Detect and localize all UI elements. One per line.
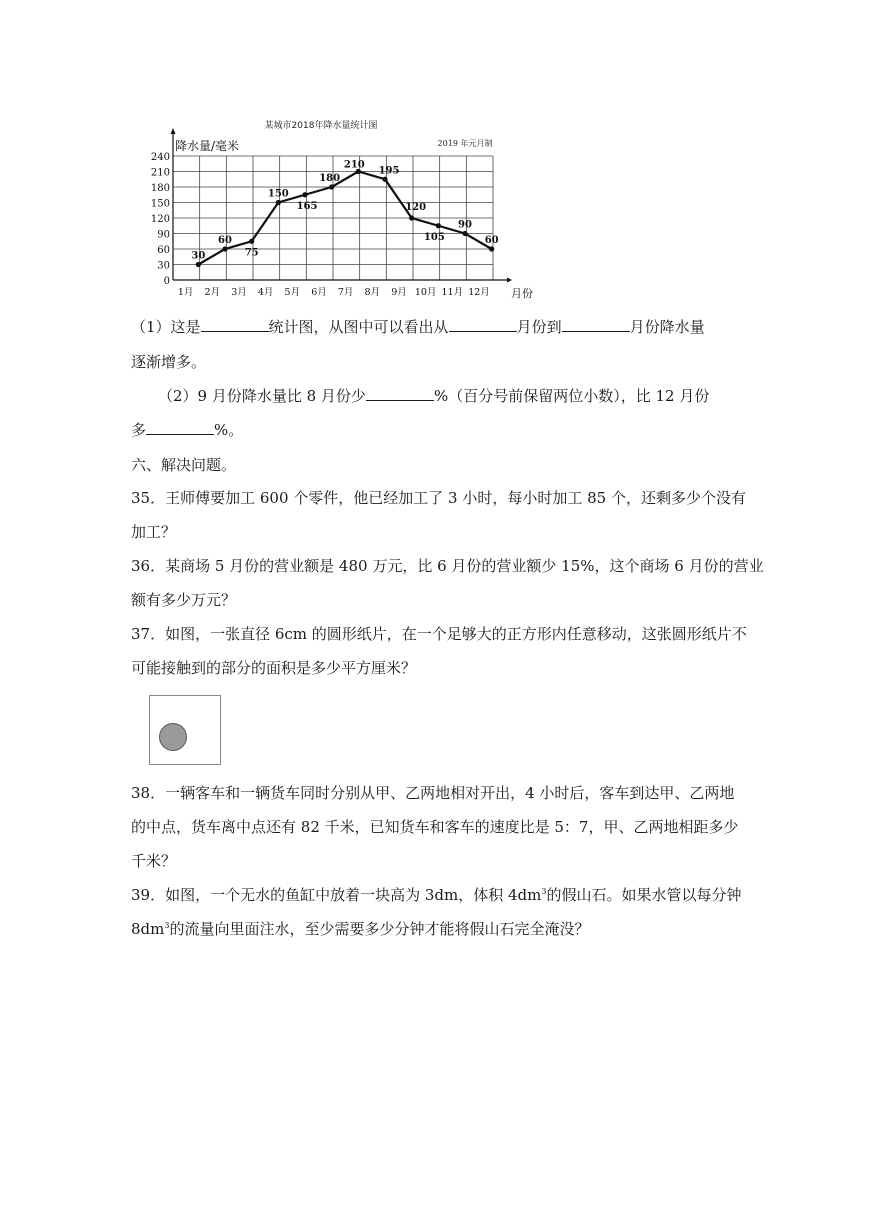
rainfall-line-chart [145, 112, 535, 307]
q2-text-b: %（百分号前保留两位小数），比 12 月份 [433, 387, 710, 405]
data-point [436, 223, 441, 228]
data-point [409, 215, 414, 220]
q38-line-2: 的中点，货车离中点还有 82 千米，已知货车和客车的速度比是 5：7，甲、乙两地相距多少 [131, 818, 739, 836]
data-point [489, 246, 494, 251]
y-tick-label: 90 [157, 229, 170, 241]
x-axis-label: 月份 [511, 287, 533, 300]
q2-text-c: 多 [131, 421, 147, 439]
q1-text-c: 月份到 [516, 318, 562, 336]
data-label: 210 [343, 159, 365, 171]
q38-line-3: 千米？ [131, 852, 177, 870]
q39-sup-2: 3 [164, 921, 170, 930]
x-tick-label: 11月 [441, 287, 464, 298]
data-label: 195 [378, 165, 400, 177]
y-tick-label: 120 [150, 214, 170, 225]
y-tick-label: 30 [157, 260, 170, 272]
circle-paper-figure [159, 723, 187, 751]
x-tick-label: 5月 [284, 287, 301, 298]
data-label: 30 [191, 250, 206, 262]
y-tick-label: 180 [150, 183, 170, 194]
q1-text-e: 逐渐增多。 [131, 353, 207, 371]
q39-text-1b: 的假山石。如果水管以每分钟 [546, 886, 742, 904]
y-tick-label: 60 [157, 245, 170, 256]
q1-text-d: 月份降水量 [629, 318, 705, 336]
q37-line-2: 可能接触到的部分的面积是多少平方厘米？ [131, 659, 417, 677]
x-tick-label: 10月 [414, 287, 437, 298]
y-tick-label: 0 [163, 276, 170, 287]
q39-text-1a: 39．如图，一个无水的鱼缸中放着一块高为 3dm，体积 4dm [131, 886, 542, 904]
q2-blank-percent-more[interactable] [146, 420, 214, 435]
data-point [276, 200, 281, 205]
y-axis-arrow [171, 128, 176, 134]
data-point [222, 246, 227, 251]
x-tick-label: 1月 [177, 287, 194, 298]
data-label: 180 [319, 173, 341, 184]
q39-text-2b: 的流量向里面注水，至少需要多少分钟才能将假山石完全淹没？ [169, 920, 590, 938]
data-point [249, 239, 254, 244]
data-label: 60 [218, 235, 232, 246]
q1-blank-type[interactable] [201, 317, 269, 332]
x-tick-label: 7月 [337, 287, 354, 298]
chart-svg [145, 112, 535, 307]
q39-text-2a: 8dm [131, 920, 165, 938]
data-point [196, 262, 201, 267]
q2-blank-percent-less[interactable] [366, 386, 434, 401]
question-1-line-1 [131, 317, 705, 337]
x-tick-label: 6月 [311, 287, 327, 298]
q2-text-a: （2）9 月份降水量比 8 月份少 [158, 387, 366, 405]
data-label: 120 [405, 202, 427, 213]
q1-text-b: 统计图，从图中可以看出从 [268, 318, 449, 336]
q35-line-2: 加工？ [131, 523, 177, 541]
data-label: 90 [458, 219, 472, 231]
data-point [382, 177, 387, 182]
data-label: 105 [423, 231, 445, 243]
q2-text-d: %。 [214, 421, 244, 439]
question-1-line-2 [131, 352, 206, 372]
q39-line-2 [131, 919, 589, 939]
data-point [302, 192, 307, 197]
question-2-line-2 [131, 420, 243, 440]
square-figure [149, 695, 221, 765]
y-tick-label: 210 [150, 167, 170, 179]
q39-sup-1: 3 [541, 887, 547, 896]
data-point [462, 231, 467, 236]
q39-line-1 [131, 885, 741, 905]
y-axis-label: 降水量/毫米 [175, 139, 240, 153]
data-point [329, 184, 334, 189]
q1-blank-start-month[interactable] [449, 317, 517, 332]
q37-line-1: 37．如图，一张直径 6cm 的圆形纸片，在一个足够大的正方形内任意移动，这张圆形纸片不 [131, 625, 747, 643]
data-label: 150 [267, 188, 289, 200]
q36-line-1: 36．某商场 5 月份的营业额是 480 万元，比 6 月份的营业额少 15%，这个商场 6 月份的营业 [131, 557, 764, 575]
data-label: 75 [244, 247, 259, 259]
y-tick-label: 150 [150, 198, 170, 210]
x-tick-label: 4月 [257, 287, 274, 298]
y-tick-label: 240 [150, 152, 170, 163]
section-6-heading: 六、解决问题。 [131, 456, 237, 474]
data-label: 165 [296, 200, 318, 212]
x-axis-arrow [507, 278, 512, 283]
question-2-line-1 [158, 386, 709, 406]
chart-title: 某城市2018年降水量统计图 [264, 121, 378, 131]
chart-note: 2019 年元月制 [437, 139, 493, 148]
x-tick-label: 8月 [364, 287, 381, 298]
q36-line-2: 额有多少万元？ [131, 591, 237, 609]
x-tick-label: 2月 [204, 287, 221, 298]
q38-line-1: 38．一辆客车和一辆货车同时分别从甲、乙两地相对开出，4 小时后，客车到达甲、乙两地 [131, 784, 735, 802]
q1-text-a: （1）这是 [131, 318, 201, 336]
q1-blank-end-month[interactable] [562, 317, 630, 332]
q35-line-1: 35．王师傅要加工 600 个零件，他已经加工了 3 小时，每小时加工 85 个，还剩多少个没有 [131, 489, 746, 507]
x-tick-label: 12月 [468, 287, 490, 298]
data-label: 60 [484, 235, 499, 246]
x-tick-label: 3月 [231, 287, 247, 298]
x-tick-label: 9月 [391, 287, 407, 298]
